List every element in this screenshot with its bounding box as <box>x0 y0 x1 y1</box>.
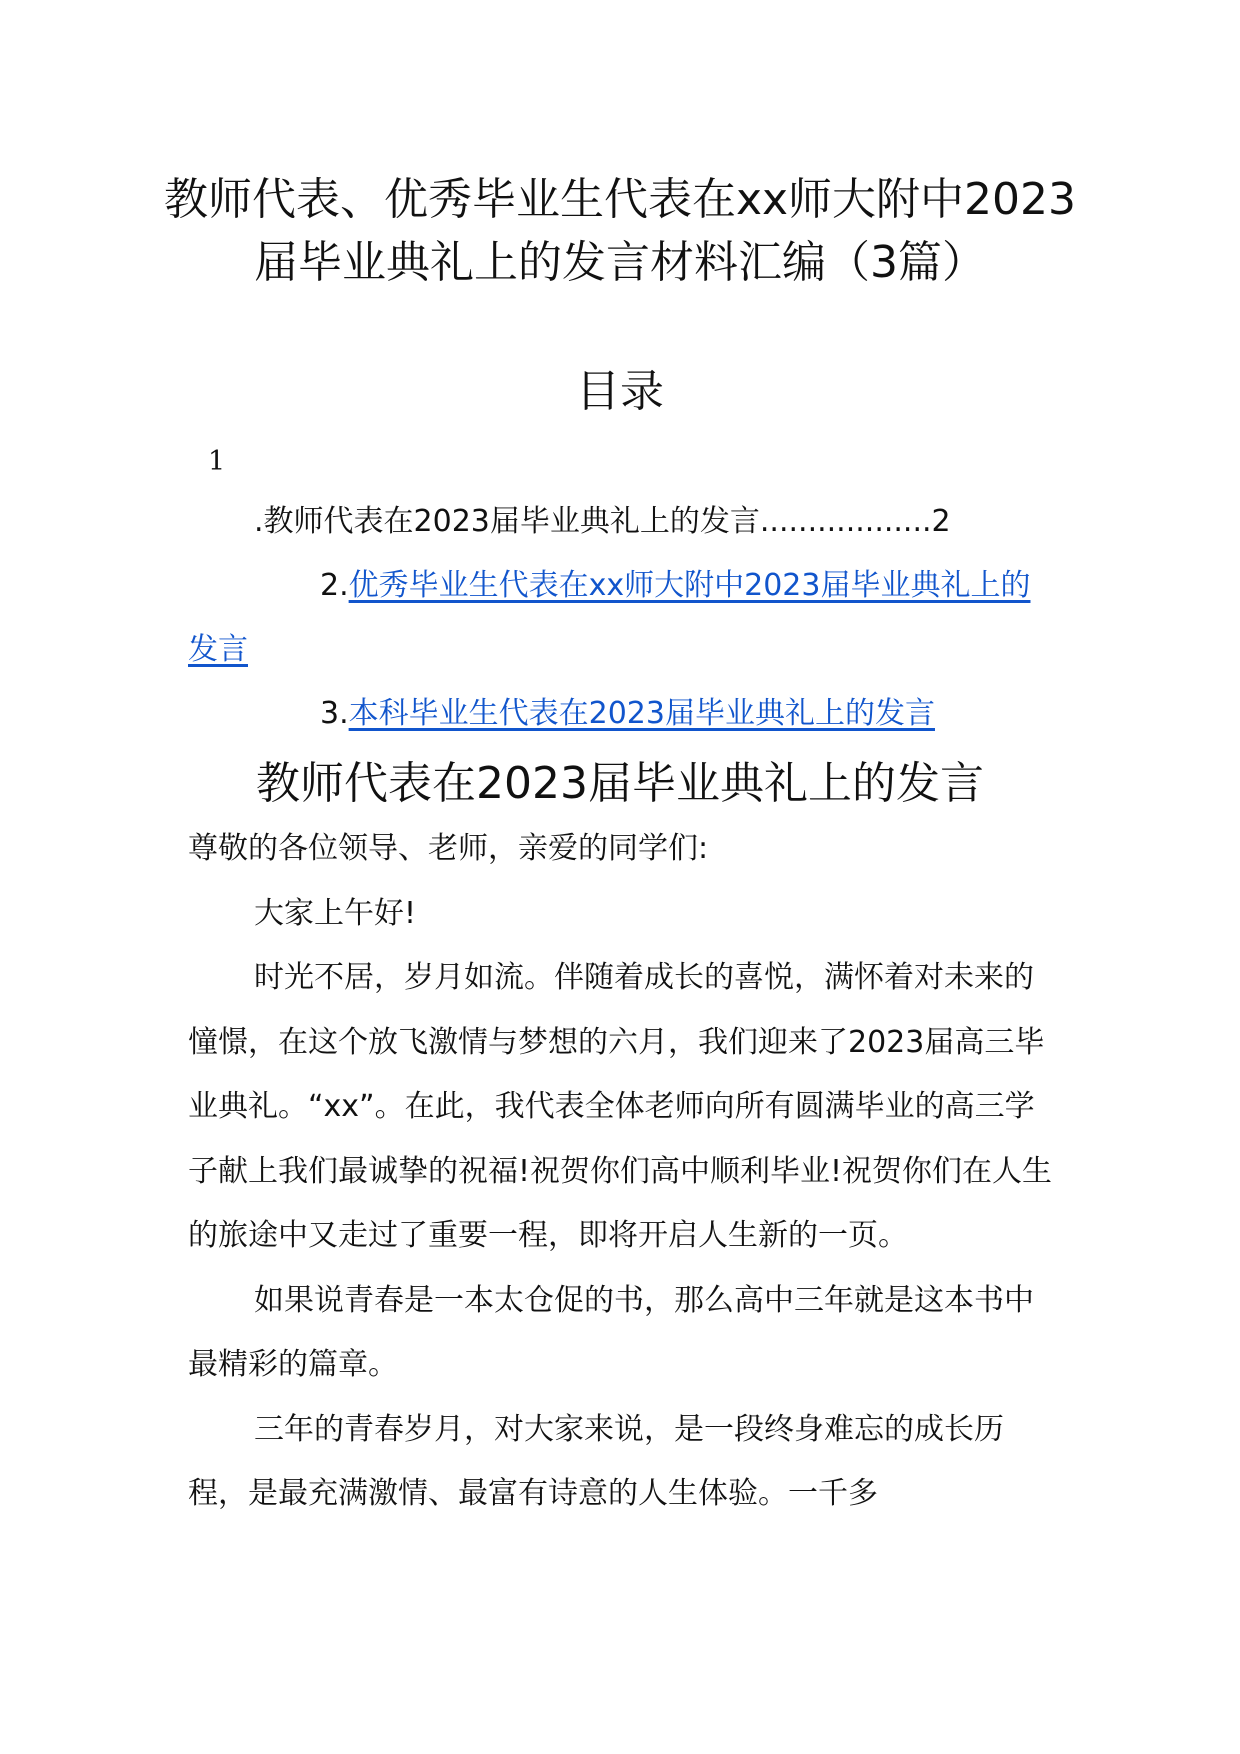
toc-item-2 <box>188 554 1058 682</box>
speech-body <box>188 817 1058 1527</box>
paragraph: 时光不居，岁月如流。伴随着成长的喜悦，满怀着对未来的憧憬，在这个放飞激情与梦想的六月，我们迎来了2023届高三毕业典礼。“xx”。在此，我代表全体老师向所有圆满毕业的高三学子献上我们最诚挚的祝福!祝贺你们高中顺利毕业!祝贺你们在人生的旅途中又走过了重要一程，即将开启人生新的一页。 <box>188 960 1053 1253</box>
toc-item-3-link[interactable]: 本科毕业生代表在2023届毕业典礼上的发言 <box>348 696 935 731</box>
toc-heading: 目录 <box>576 366 664 417</box>
paragraph: 如果说青春是一本太仓促的书，那么高中三年就是这本书中最精彩的篇章。 <box>188 1282 1034 1382</box>
toc-item-2-number: 2. <box>320 568 349 603</box>
toc-item-1-page: 2 <box>931 504 951 539</box>
toc-item-1-leader: .................. <box>759 504 932 539</box>
paragraph: 三年的青春岁月，对大家来说，是一段终身难忘的成长历程，是最充满激情、最富有诗意的人生体验。一千多 <box>188 1411 1004 1511</box>
document-title: 教师代表、优秀毕业生代表在xx师大附中2023届毕业典礼上的发言材料汇编（3篇） <box>163 174 1077 288</box>
toc-item-1 <box>188 490 1058 554</box>
salutation: 尊敬的各位领导、老师，亲爱的同学们: <box>188 831 709 866</box>
toc-item-3 <box>188 682 1058 746</box>
toc-item-1-text: .教师代表在2023届毕业典礼上的发言 <box>254 504 760 539</box>
greeting: 大家上午好! <box>254 895 417 931</box>
toc-item-1-number: 1 <box>208 446 226 477</box>
toc-item-3-number: 3. <box>320 696 349 731</box>
section-title: 教师代表在2023届毕业典礼上的发言 <box>256 758 984 809</box>
toc-item-2-link[interactable]: 优秀毕业生代表在xx师大附中2023届毕业典礼上的发言 <box>188 568 1031 667</box>
